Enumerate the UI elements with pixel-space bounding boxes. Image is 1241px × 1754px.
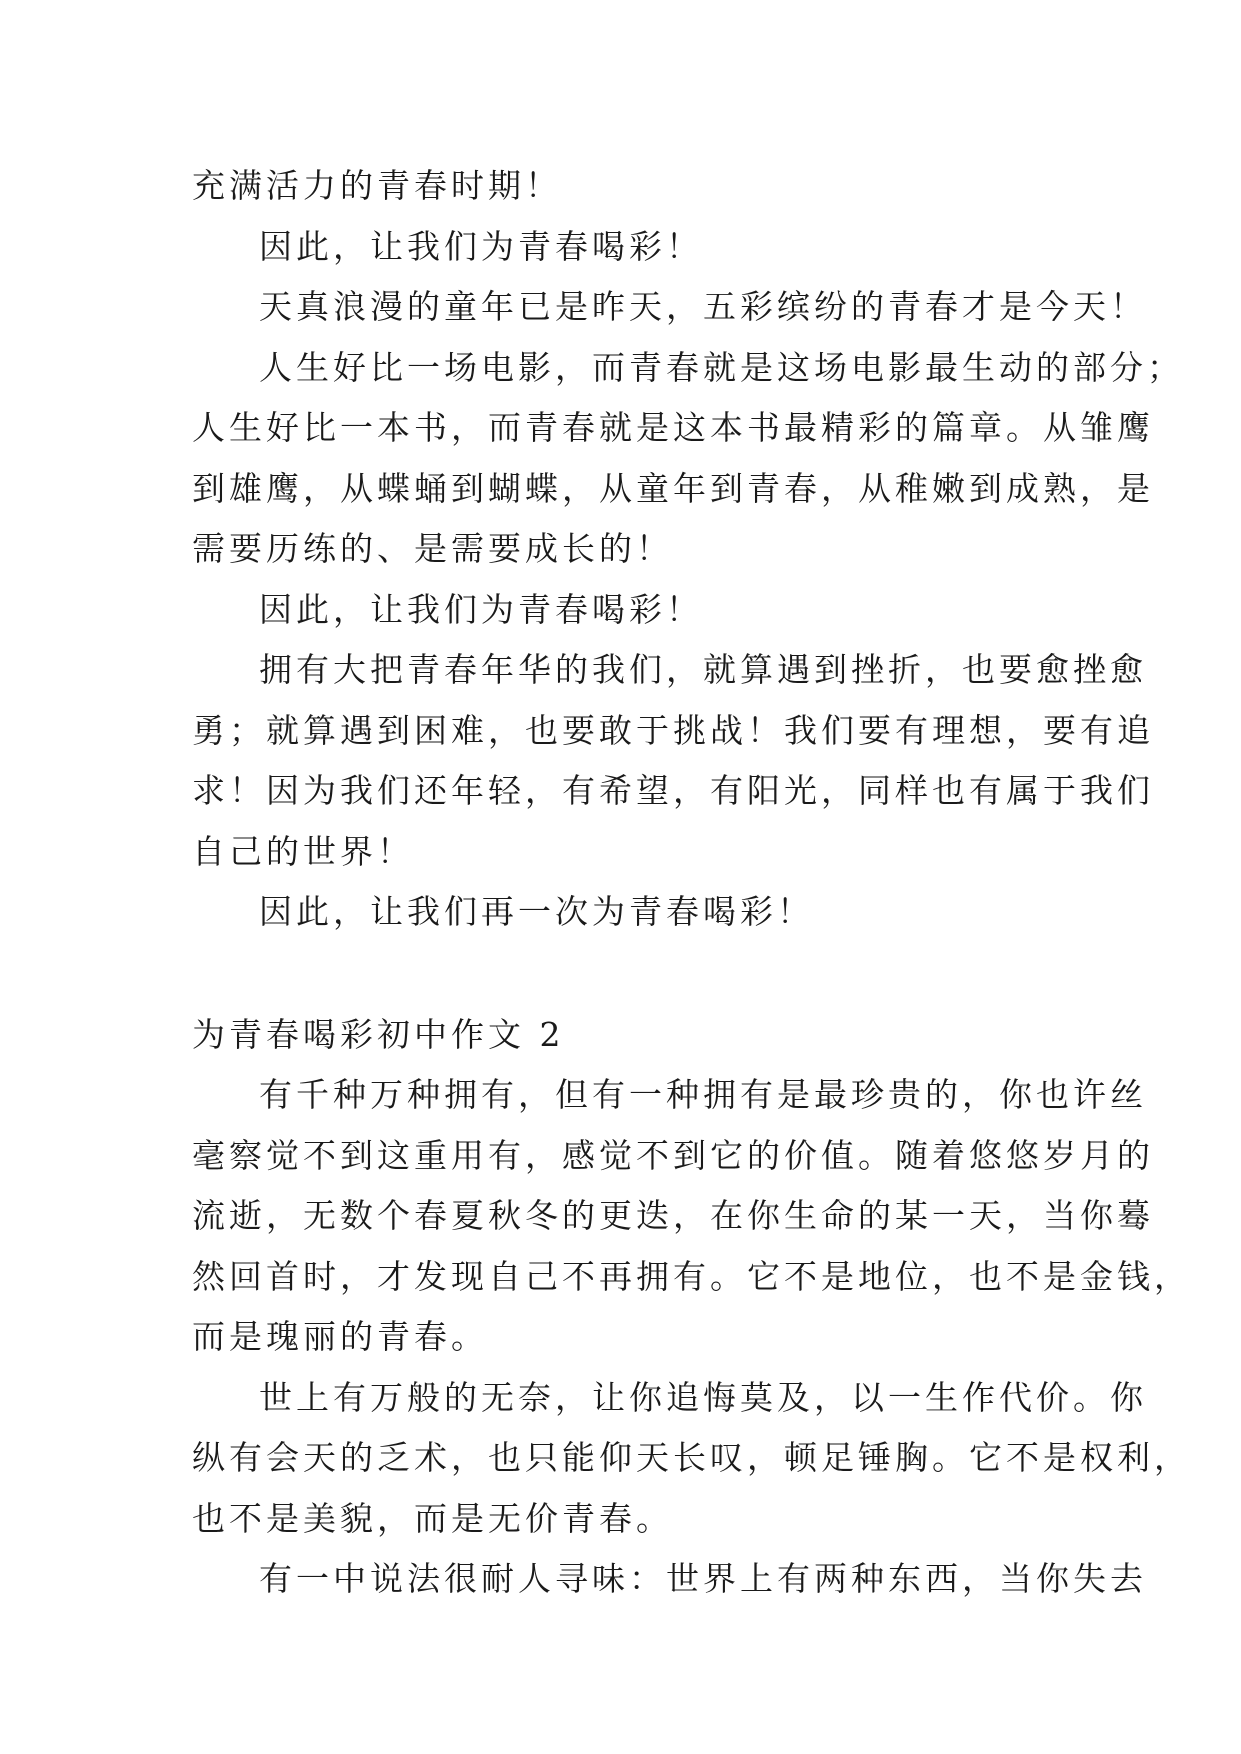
text-line: 也不是美貌，而是无价青春。 [192, 1498, 673, 1538]
document-body [192, 156, 1191, 1610]
text-line: 需要历练的、是需要成长的！ [192, 529, 673, 568]
text-line: 充满活力的青春时期！ [192, 166, 562, 205]
text-line: 因此，让我们为青春喝彩！ [259, 589, 703, 629]
text-line: 流逝，无数个春夏秋冬的更迭，在你生命的某一天，当你蓦 [192, 1196, 1154, 1235]
text-line: 然回首时，才发现自己不再拥有。它不是地位，也不是金钱， [192, 1256, 1191, 1296]
text-line: 到雄鹰，从蝶蛹到蝴蝶，从童年到青春，从稚嫩到成熟，是 [192, 468, 1154, 508]
text-line: 毫察觉不到这重用有，感觉不到它的价值。随着悠悠岁月的 [192, 1135, 1154, 1175]
text-line: 纵有会天的乏术，也只能仰天长叹，顿足锤胸。它不是权利， [192, 1438, 1191, 1477]
text-line: 人生好比一场电影，而青春就是这场电影最生动的部分； [259, 347, 1184, 387]
text-line: 人生好比一本书，而青春就是这本书最精彩的篇章。从雏鹰 [192, 408, 1154, 447]
text-line: 有千种万种拥有，但有一种拥有是最珍贵的，你也许丝 [259, 1075, 1147, 1114]
text-line: 自己的世界！ [192, 831, 414, 871]
text-line: 有一中说法很耐人寻味：世界上有两种东西，当你失去 [259, 1559, 1147, 1598]
text-line: 拥有大把青春年华的我们，就算遇到挫折，也要愈挫愈 [259, 650, 1147, 689]
text-line: 天真浪漫的童年已是昨天，五彩缤纷的青春才是今天！ [259, 287, 1147, 326]
text-line: 而是瑰丽的青春。 [192, 1317, 488, 1356]
text-line: 因此，让我们为青春喝彩！ [259, 226, 703, 266]
text-line: 勇；就算遇到困难，也要敢于挑战！我们要有理想，要有追 [192, 710, 1154, 750]
text-line: 求！因为我们还年轻，有希望，有阳光，同样也有属于我们 [192, 771, 1154, 810]
text-line: 世上有万般的无奈，让你追悔莫及，以一生作代价。你 [259, 1377, 1147, 1417]
text-line: 因此，让我们再一次为青春喝彩！ [259, 892, 814, 931]
section-spacer [192, 943, 1062, 1005]
section-title: 为青春喝彩初中作文 2 [192, 1014, 565, 1054]
